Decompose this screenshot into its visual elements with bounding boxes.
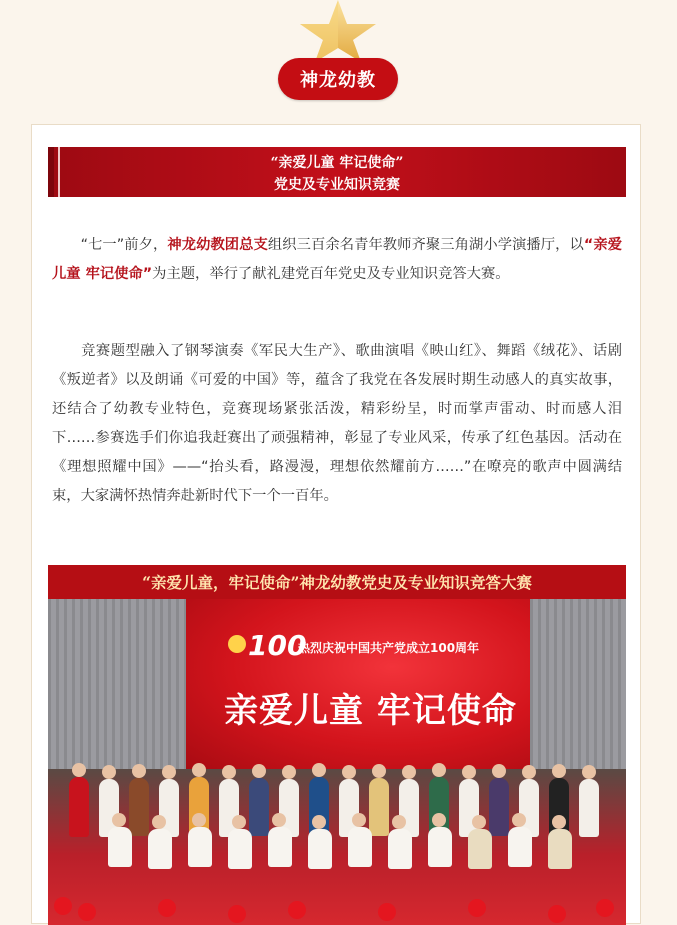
person-head xyxy=(162,765,176,779)
person xyxy=(428,827,452,867)
person-head xyxy=(232,815,246,829)
person-head xyxy=(112,813,126,827)
person-head xyxy=(312,815,326,829)
balloon xyxy=(228,905,246,923)
person xyxy=(468,829,492,869)
person-head xyxy=(552,815,566,829)
person-head xyxy=(462,765,476,779)
person-head xyxy=(152,815,166,829)
person xyxy=(148,829,172,869)
person xyxy=(508,827,532,867)
person-head xyxy=(522,765,536,779)
paragraph-details xyxy=(52,337,622,511)
balloon xyxy=(468,899,486,917)
person-head xyxy=(222,765,236,779)
screen-title: 亲爱儿童 牢记使命 xyxy=(224,691,517,731)
paragraph-intro xyxy=(52,231,622,289)
person xyxy=(69,777,89,837)
screen-celebrate-text: 热烈庆祝中国共产党成立100周年 xyxy=(298,641,480,655)
article-card xyxy=(31,124,641,924)
hammer-sickle-icon xyxy=(228,635,246,653)
person xyxy=(369,778,389,836)
person xyxy=(489,778,509,836)
person-head xyxy=(432,813,446,827)
person-head xyxy=(352,813,366,827)
person-head xyxy=(372,764,386,778)
person-head xyxy=(282,765,296,779)
balloon xyxy=(596,899,614,917)
emblem-number: 100 xyxy=(248,629,307,662)
person-head xyxy=(102,765,116,779)
person-head xyxy=(132,764,146,778)
person-head xyxy=(72,763,86,777)
balloon xyxy=(158,899,176,917)
title-line-2: 党史及专业知识竞赛 xyxy=(274,177,400,193)
person-head xyxy=(272,813,286,827)
person xyxy=(308,829,332,869)
person xyxy=(348,827,372,867)
brand-label: 神龙幼教 xyxy=(300,70,376,91)
person xyxy=(188,827,212,867)
person xyxy=(228,829,252,869)
intro-text-3: 为主题，举行了献礼建党百年党史及专业知识竞答大赛。 xyxy=(152,266,510,282)
person xyxy=(108,827,132,867)
person-head xyxy=(192,813,206,827)
star-icon xyxy=(298,0,378,62)
person-head xyxy=(392,815,406,829)
person xyxy=(268,827,292,867)
brand-badge xyxy=(278,58,398,100)
theme-highlight: “亲爱儿童 牢记使命” xyxy=(52,237,622,282)
article-title-bar xyxy=(48,147,626,197)
person-head xyxy=(512,813,526,827)
intro-text-2: 组织三百余名青年教师齐聚三角湖小学演播厅，以 xyxy=(267,237,584,253)
balloon xyxy=(54,897,72,915)
person-head xyxy=(192,763,206,777)
photo-banner: “亲爱儿童，牢记使命”神龙幼教党史及专业知识竞答大赛 xyxy=(48,565,626,599)
person-head xyxy=(582,765,596,779)
person xyxy=(249,778,269,836)
person-head xyxy=(492,764,506,778)
balloon xyxy=(548,905,566,923)
person-head xyxy=(252,764,266,778)
stage-crowd xyxy=(48,769,626,925)
title-line-1: “亲爱儿童 牢记使命” xyxy=(270,155,404,171)
person-head xyxy=(432,763,446,777)
person-head xyxy=(472,815,486,829)
person-head xyxy=(552,764,566,778)
person xyxy=(129,778,149,836)
balloon xyxy=(288,901,306,919)
org-highlight: 神龙幼教团总支 xyxy=(167,237,268,253)
person-head xyxy=(402,765,416,779)
person-head xyxy=(312,763,326,777)
person xyxy=(548,829,572,869)
intro-text-1: “七一”前夕， xyxy=(80,237,168,253)
stage-screen xyxy=(186,599,530,769)
person xyxy=(579,779,599,837)
person xyxy=(388,829,412,869)
details-text: 竞赛题型融入了钢琴演奏《军民大生产》、歌曲演唱《映山红》、舞蹈《绒花》、话剧《叛逆者》以及朗诵《可爱的中国》等，蕴含了我党在各发展时期生动感人的真实故事，还结合了幼教专业特色，竞赛现场紧张活泼，精彩纷呈，时而掌声雷动、时而感人泪下……参赛选手们你追我赶赛出了顽强精神，彰显了专业风采，传承了红色基因。活动在《理想照耀中国》——“抬头看，路漫漫，理想依然耀前方……”在嘹亮的歌声中圆满结束，大家满怀热情奔赴新时代下一个一百年。 xyxy=(52,343,622,504)
party-emblem-icon xyxy=(230,629,307,663)
person-head xyxy=(342,765,356,779)
event-photo xyxy=(48,565,626,925)
